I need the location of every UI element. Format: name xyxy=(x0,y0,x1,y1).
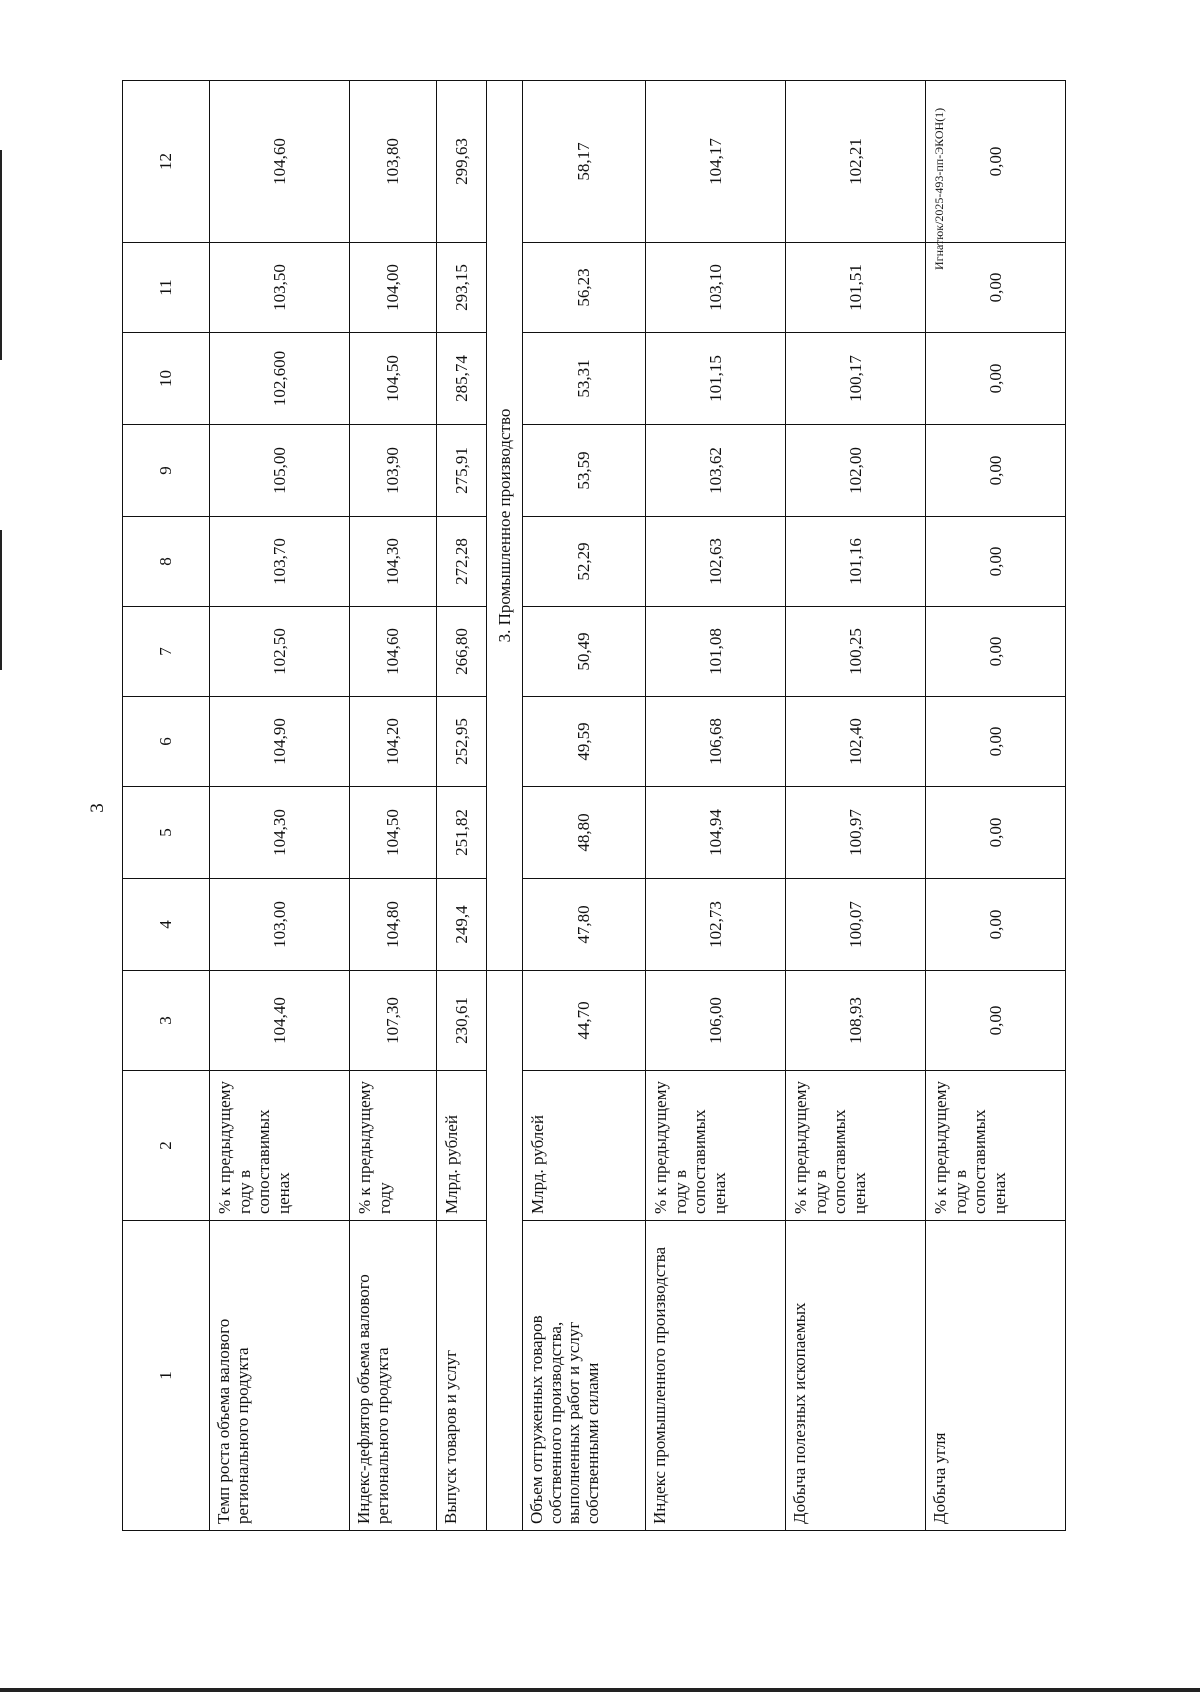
table-row xyxy=(350,81,437,1531)
section-spacer xyxy=(487,971,523,1531)
value-cell: 0,00 xyxy=(926,333,1066,425)
value-cell: 0,00 xyxy=(926,971,1066,1071)
value-cell: 252,95 xyxy=(437,697,487,787)
value-cell: 100,17 xyxy=(786,333,926,425)
indicator-name: Объем отгруженных товаров собственного производства, выполненных работ и услуг собственными силами xyxy=(523,1221,646,1531)
value-cell: 104,94 xyxy=(646,787,786,879)
value-cell: 44,70 xyxy=(523,971,646,1071)
indicator-unit: % к предыдущему году в сопоставимых ценах xyxy=(210,1071,350,1221)
value-cell: 103,10 xyxy=(646,243,786,333)
header-cell: 4 xyxy=(123,879,210,971)
value-cell: 53,31 xyxy=(523,333,646,425)
value-cell: 50,49 xyxy=(523,607,646,697)
value-cell: 0,00 xyxy=(926,517,1066,607)
header-cell: 9 xyxy=(123,425,210,517)
header-cell: 5 xyxy=(123,787,210,879)
indicator-unit: % к предыдущему году в сопоставимых ценах xyxy=(646,1071,786,1221)
value-cell: 56,23 xyxy=(523,243,646,333)
header-cell: 1 xyxy=(123,1221,210,1531)
page-number: 3 xyxy=(87,803,108,813)
table-row xyxy=(437,81,487,1531)
value-cell: 53,59 xyxy=(523,425,646,517)
indicator-name: Темп роста объема валового регионального продукта xyxy=(210,1221,350,1531)
value-cell: 104,80 xyxy=(350,879,437,971)
value-cell: 251,82 xyxy=(437,787,487,879)
value-cell: 48,80 xyxy=(523,787,646,879)
indicators-table xyxy=(122,80,1066,1531)
scan-edge-top-left xyxy=(0,150,2,360)
value-cell: 101,08 xyxy=(646,607,786,697)
value-cell: 0,00 xyxy=(926,425,1066,517)
value-cell: 105,00 xyxy=(210,425,350,517)
value-cell: 103,62 xyxy=(646,425,786,517)
value-cell: 104,17 xyxy=(646,81,786,243)
value-cell: 101,51 xyxy=(786,243,926,333)
value-cell: 272,28 xyxy=(437,517,487,607)
value-cell: 106,68 xyxy=(646,697,786,787)
table-header-row xyxy=(123,81,210,1531)
header-cell: 6 xyxy=(123,697,210,787)
value-cell: 275,91 xyxy=(437,425,487,517)
value-cell: 101,15 xyxy=(646,333,786,425)
table-row xyxy=(210,81,350,1531)
value-cell: 100,07 xyxy=(786,879,926,971)
table-row xyxy=(926,81,1066,1531)
value-cell: 249,4 xyxy=(437,879,487,971)
indicator-unit: % к предыдущему году в сопоставимых ценах xyxy=(926,1071,1066,1221)
value-cell: 266,80 xyxy=(437,607,487,697)
header-cell: 11 xyxy=(123,243,210,333)
table-body xyxy=(123,81,1066,1531)
value-cell: 104,20 xyxy=(350,697,437,787)
rotated-table-container xyxy=(122,81,1057,1531)
indicator-unit: % к предыдущему году в сопоставимых ценах xyxy=(786,1071,926,1221)
value-cell: 49,59 xyxy=(523,697,646,787)
value-cell: 0,00 xyxy=(926,787,1066,879)
value-cell: 58,17 xyxy=(523,81,646,243)
value-cell: 0,00 xyxy=(926,81,1066,243)
header-cell: 7 xyxy=(123,607,210,697)
value-cell: 102,600 xyxy=(210,333,350,425)
table-row xyxy=(786,81,926,1531)
header-cell: 12 xyxy=(123,81,210,243)
value-cell: 101,16 xyxy=(786,517,926,607)
value-cell: 103,50 xyxy=(210,243,350,333)
table-row xyxy=(646,81,786,1531)
scan-edge-bottom xyxy=(0,1688,1200,1692)
header-cell: 10 xyxy=(123,333,210,425)
header-cell: 8 xyxy=(123,517,210,607)
indicator-name: Выпуск товаров и услуг xyxy=(437,1221,487,1531)
value-cell: 106,00 xyxy=(646,971,786,1071)
header-cell: 3 xyxy=(123,971,210,1071)
indicator-name: Индекс промышленного производства xyxy=(646,1221,786,1531)
indicator-unit: % к предыдущему году xyxy=(350,1071,437,1221)
value-cell: 0,00 xyxy=(926,243,1066,333)
value-cell: 102,50 xyxy=(210,607,350,697)
value-cell: 103,80 xyxy=(350,81,437,243)
value-cell: 102,40 xyxy=(786,697,926,787)
table-row xyxy=(523,81,646,1531)
value-cell: 0,00 xyxy=(926,607,1066,697)
value-cell: 47,80 xyxy=(523,879,646,971)
value-cell: 102,63 xyxy=(646,517,786,607)
value-cell: 103,90 xyxy=(350,425,437,517)
value-cell: 104,40 xyxy=(210,971,350,1071)
value-cell: 103,00 xyxy=(210,879,350,971)
value-cell: 103,70 xyxy=(210,517,350,607)
value-cell: 104,50 xyxy=(350,787,437,879)
value-cell: 102,73 xyxy=(646,879,786,971)
indicator-name: Добыча полезных ископаемых xyxy=(786,1221,926,1531)
value-cell: 108,93 xyxy=(786,971,926,1071)
value-cell: 104,50 xyxy=(350,333,437,425)
value-cell: 230,61 xyxy=(437,971,487,1071)
value-cell: 0,00 xyxy=(926,879,1066,971)
header-cell: 2 xyxy=(123,1071,210,1221)
indicator-unit: Млрд. рублей xyxy=(437,1071,487,1221)
value-cell: 0,00 xyxy=(926,697,1066,787)
value-cell: 104,90 xyxy=(210,697,350,787)
value-cell: 104,60 xyxy=(350,607,437,697)
indicator-name: Индекс-дефлятор объема валового регионального продукта xyxy=(350,1221,437,1531)
value-cell: 104,60 xyxy=(210,81,350,243)
section-row xyxy=(487,81,523,1531)
scan-edge-left xyxy=(0,530,2,670)
value-cell: 285,74 xyxy=(437,333,487,425)
value-cell: 104,30 xyxy=(210,787,350,879)
indicator-name: Добыча угля xyxy=(926,1221,1066,1531)
value-cell: 104,00 xyxy=(350,243,437,333)
value-cell: 102,21 xyxy=(786,81,926,243)
value-cell: 100,97 xyxy=(786,787,926,879)
value-cell: 293,15 xyxy=(437,243,487,333)
value-cell: 107,30 xyxy=(350,971,437,1071)
value-cell: 100,25 xyxy=(786,607,926,697)
section-title: 3. Промышленное производство xyxy=(487,81,523,971)
indicator-unit: Млрд. рублей xyxy=(523,1071,646,1221)
document-code: Игнатюк/2025-493-пп-ЭКОН(1) xyxy=(932,107,946,270)
value-cell: 299,63 xyxy=(437,81,487,243)
value-cell: 52,29 xyxy=(523,517,646,607)
value-cell: 102,00 xyxy=(786,425,926,517)
value-cell: 104,30 xyxy=(350,517,437,607)
